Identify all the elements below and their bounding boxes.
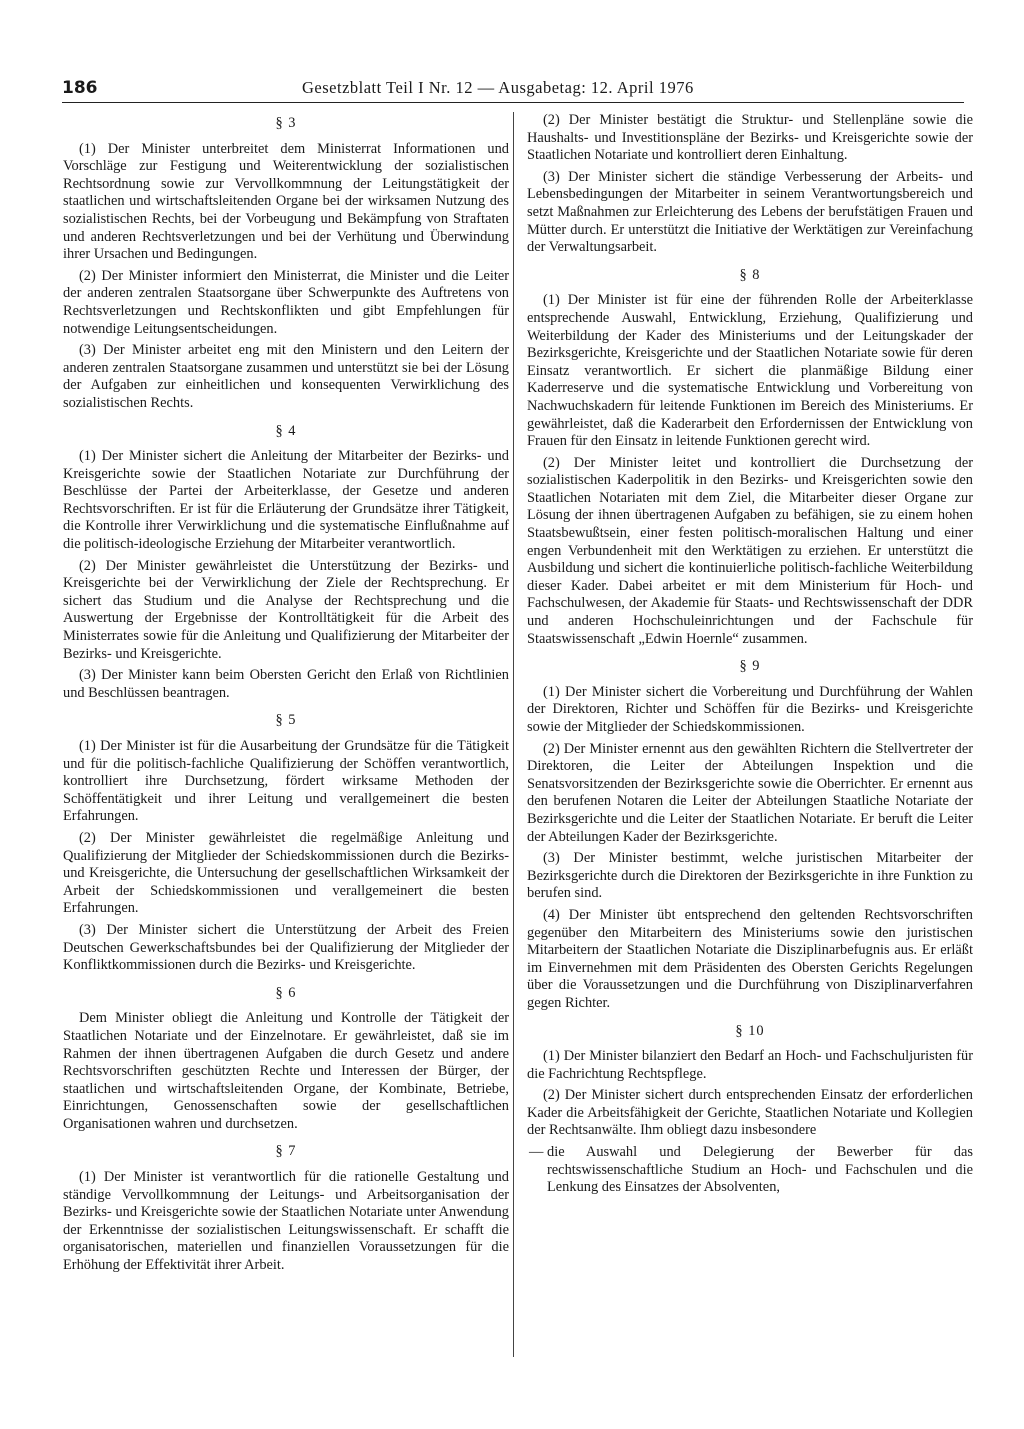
paragraph: (2) Der Minister leitet und kontrolliert die Durchsetzung der sozialistischen Kaderpolitik in den Bezirks- und Kreisgerichten sowie den Staatlichen Notariaten mit dem Ziel, die Mitarbeiter dieser Organe zur Lösung der ihnen übertragenen Aufgaben zu befähigen, sie zu einem hohen Staatsbewußtsein, einer festen politisch-moralischen Haltung und einer engen Verbundenheit mit den Werktätigen zu erziehen. Er unterstützt die Ausbildung und sichert die kontinuierliche politisch-fachliche Weiterbildung dieser Kader. Dabei arbeitet er mit dem Ministerium für Hoch- und Fachschulwesen, der Akademie für Staats- und Rechtswissenschaft der DDR und anderen Hochschuleinrichtungen und der Fachschule für Staatswissenschaft „Edwin Hoernle“ zusammen. (527, 454, 973, 647)
section-heading-10: § 10 (735, 1022, 765, 1039)
section-heading-4: § 4 (275, 422, 297, 439)
page-number: 186 (62, 78, 98, 98)
section-heading-3: § 3 (275, 115, 297, 131)
paragraph: (1) Der Minister sichert die Anleitung der Mitarbeiter der Bezirks- und Kreisgerichte sowie der Staatlichen Notariate zur Durchführung der Beschlüsse der Partei der Arbeiterklasse, der Gesetze und anderen Rechtsvorschriften. Er ist für die Erläuterung der Grundsätze ihrer Tätigkeit, die Kontrolle ihrer Verwirklichung und die systematische Einflußnahme auf die politisch-ideologische Erziehung der Mitarbeiter verantwortlich. (63, 448, 509, 553)
section-heading-8: § 8 (739, 266, 761, 283)
paragraph: (2) Der Minister gewährleistet die regelmäßige Anleitung und Qualifizierung der Mitglieder der Schiedskommissionen durch die Bezirks- und Kreisgerichte, die Untersuchung der gesellschaftlichen Wirksamkeit der Arbeit der Schiedskommissionen und verallgemeinert die besten Erfahrungen. (63, 829, 509, 917)
list-item (527, 1144, 973, 1197)
paragraph: (2) Der Minister ernennt aus den gewählten Richtern die Stellvertreter der Direktoren, die Leiter der Abteilungen Inspektion und die Senatsvorsitzenden der Bezirksgerichte sowie die Oberrichter. Er ernennt aus den berufenen Notaren die Leiter der Abteilungen Staatliche Notariate der Bezirksgerichte und die Leiter der Staatlichen Notariate. Er beruft die Leiter der Abteilungen Kader der Bezirksgerichte. (527, 740, 973, 845)
paragraph: (3) Der Minister sichert die Unterstützung der Arbeit des Freien Deutschen Gewerkschaftsbundes bei der Qualifizierung der Mitglieder der Konfliktkommissionen durch die Bezirks- und Kreisgerichte. (63, 921, 509, 974)
paragraph: (1) Der Minister unterbreitet dem Ministerrat Informationen und Vorschläge zur Festigung und Weiterentwicklung der sozialistischen Rechtsordnung sowie zur Vervollkommnung der Leitungstätigkeit der staatlichen und wirtschaftsleitenden Organe bei der wirksamen Nutzung des sozialistischen Rechts, bei der Vorbeugung und Bekämpfung von Straftaten und anderen Rechtsverletzungen und bei der Verhütung und Überwindung ihrer Ursachen und Bedingungen. (63, 140, 509, 263)
paragraph: (4) Der Minister übt entsprechend den geltenden Rechtsvorschriften gegenüber den Mitarbeitern des Ministeriums sowie den juristischen Mitarbeitern der Staatlichen Notariate die Disziplinarbefugnis aus. Er erläßt im Einvernehmen mit dem Präsidenten des Obersten Gerichts Regelungen über die Voraussetzungen und die Durchführung von Disziplinarverfahren gegen Richter. (527, 906, 973, 1011)
paragraph: (2) Der Minister sichert durch entsprechenden Einsatz der erforderlichen Kader die Arbeitsfähigkeit der Gerichte, Staatlichen Notariate und Kollegien der Rechtsanwälte. Ihm obliegt dazu insbesondere (527, 1087, 973, 1139)
section-heading-5: § 5 (275, 712, 297, 729)
running-title: Gesetzblatt Teil I Nr. 12 — Ausgabetag: 12. April 1976 (302, 78, 694, 97)
right-column (527, 112, 973, 1201)
section-heading-6: § 6 (275, 984, 297, 1001)
paragraph: (3) Der Minister bestimmt, welche juristischen Mitarbeiter der Bezirksgerichte durch die Direktoren der Bezirksgerichte in ihre Funktion zu berufen sind. (527, 850, 973, 902)
paragraph: (3) Der Minister sichert die ständige Verbesserung der Arbeits- und Lebensbedingungen der Mitarbeiter in seinem Verantwortungsbereich und setzt Maßnahmen zur Erleichterung des Lebens der berufstätigen Frauen und Mütter durch. Er unterstützt die Initiative der Werktätigen zur Vereinfachung der Verwaltungsarbeit. (527, 168, 973, 256)
section-heading-7: § 7 (275, 1143, 297, 1160)
paragraph: (1) Der Minister bilanziert den Bedarf an Hoch- und Fachschuljuristen für die Fachrichtung Rechtspflege. (527, 1048, 973, 1082)
list-item-text: die Auswahl und Delegierung der Bewerber für das rechtswissenschaftliche Studium an Hoch- und Fachschulen und die Lenkung des Einsatzes der Absolventen, (547, 1144, 973, 1196)
paragraph: (1) Der Minister sichert die Vorbereitung und Durchführung der Wahlen der Direktoren, Richter und Schöffen für die Bezirks- und Kreisgerichte sowie der Mitglieder der Schiedskommissionen. (527, 683, 973, 735)
page-header (62, 76, 964, 103)
section-heading-9: § 9 (739, 658, 761, 675)
paragraph: (3) Der Minister arbeitet eng mit den Ministern und den Leitern der anderen zentralen Staatsorgane zusammen und unterstützt sie bei der Lösung der Aufgaben zur einheitlichen und konsequenten Verwirklichung des sozialistischen Rechts. (63, 342, 509, 411)
dash-marker: — (529, 1144, 544, 1161)
paragraph: Dem Minister obliegt die Anleitung und Kontrolle der Tätigkeit der Staatlichen Notariate und der Einzelnotare. Er gewährleistet, daß sie im Rahmen der ihnen übertragenen Aufgaben die durch Gesetz und andere Rechtsvorschriften geschützten Rechte und Interessen der Bürger, der staatlichen und wirtschaftsleitenden Organe, der Kombinate, Betriebe, Einrichtungen, Genossenschaften sowie der gesellschaftlichen Organisationen wahren und durchsetzen. (63, 1010, 509, 1132)
paragraph: (2) Der Minister bestätigt die Struktur- und Stellenpläne sowie die Haushalts- und Investitionspläne der Bezirks- und Kreisgerichte sowie der Staatlichen Notariate und kontrolliert deren Einhaltung. (527, 112, 973, 164)
paragraph: (2) Der Minister informiert den Ministerrat, die Minister und die Leiter der anderen zentralen Staatsorgane über Schwerpunkte des Auftretens von Rechtsverletzungen und Rechtskonflikten und gibt Empfehlungen für notwendige Leitungsentscheidungen. (63, 267, 509, 337)
left-column (63, 115, 509, 1279)
paragraph: (1) Der Minister ist verantwortlich für die rationelle Gestaltung und ständige Vervollkommnung der Leitungs- und Arbeitsorganisation der Bezirks- und Kreisgerichte sowie der Staatlichen Notariate unter Anwendung der Erkenntnisse der sozialistischen Leitungswissenschaft. Er schafft die organisatorischen, materiellen und finanziellen Voraussetzungen für die Erhöhung der Effektivität ihrer Arbeit. (63, 1169, 509, 1274)
column-divider (513, 112, 514, 1357)
paragraph: (2) Der Minister gewährleistet die Unterstützung der Bezirks- und Kreisgerichte bei der Verwirklichung der Ziele der Rechtsprechung. Er sichert das Studium und die Analyse der Rechtsprechung und die Auswertung der Ergebnisse der Kontrolltätigkeit für die Arbeit des Ministerrates sowie für die Anleitung und Qualifizierung der Mitarbeiter der Bezirks- und Kreisgerichte. (63, 557, 509, 662)
paragraph: (3) Der Minister kann beim Obersten Gericht den Erlaß von Richtlinien und Beschlüssen beantragen. (63, 667, 509, 701)
paragraph: (1) Der Minister ist für eine der führenden Rolle der Arbeiterklasse entsprechende Auswahl, Entwicklung, Erziehung, Qualifizierung und Weiterbildung der Kader des Ministeriums und der Leitungskader der Bezirksgerichte, Kreisgerichte und der Staatlichen Notariate sowie für deren Einsatz verantwortlich. Er sichert die planmäßige Bildung einer Kaderreserve und die systematische Entwicklung und Vorbereitung von Nachwuchskadern für leitende Funktionen im Bereich des Ministeriums. Er gewährleistet, daß die Kaderarbeit den Erfordernissen der Entwicklung von Frauen für den Einsatz in leitende Funktionen gerecht wird. (527, 292, 973, 450)
paragraph: (1) Der Minister ist für die Ausarbeitung der Grundsätze für die Tätigkeit und für die politisch-fachliche Qualifizierung der Schöffen verantwortlich, kontrolliert ihre Durchsetzung, fördert wirksame Methoden der Schöffentätigkeit und ihrer Leitung und verallgemeinert die besten Erfahrungen. (63, 738, 509, 825)
